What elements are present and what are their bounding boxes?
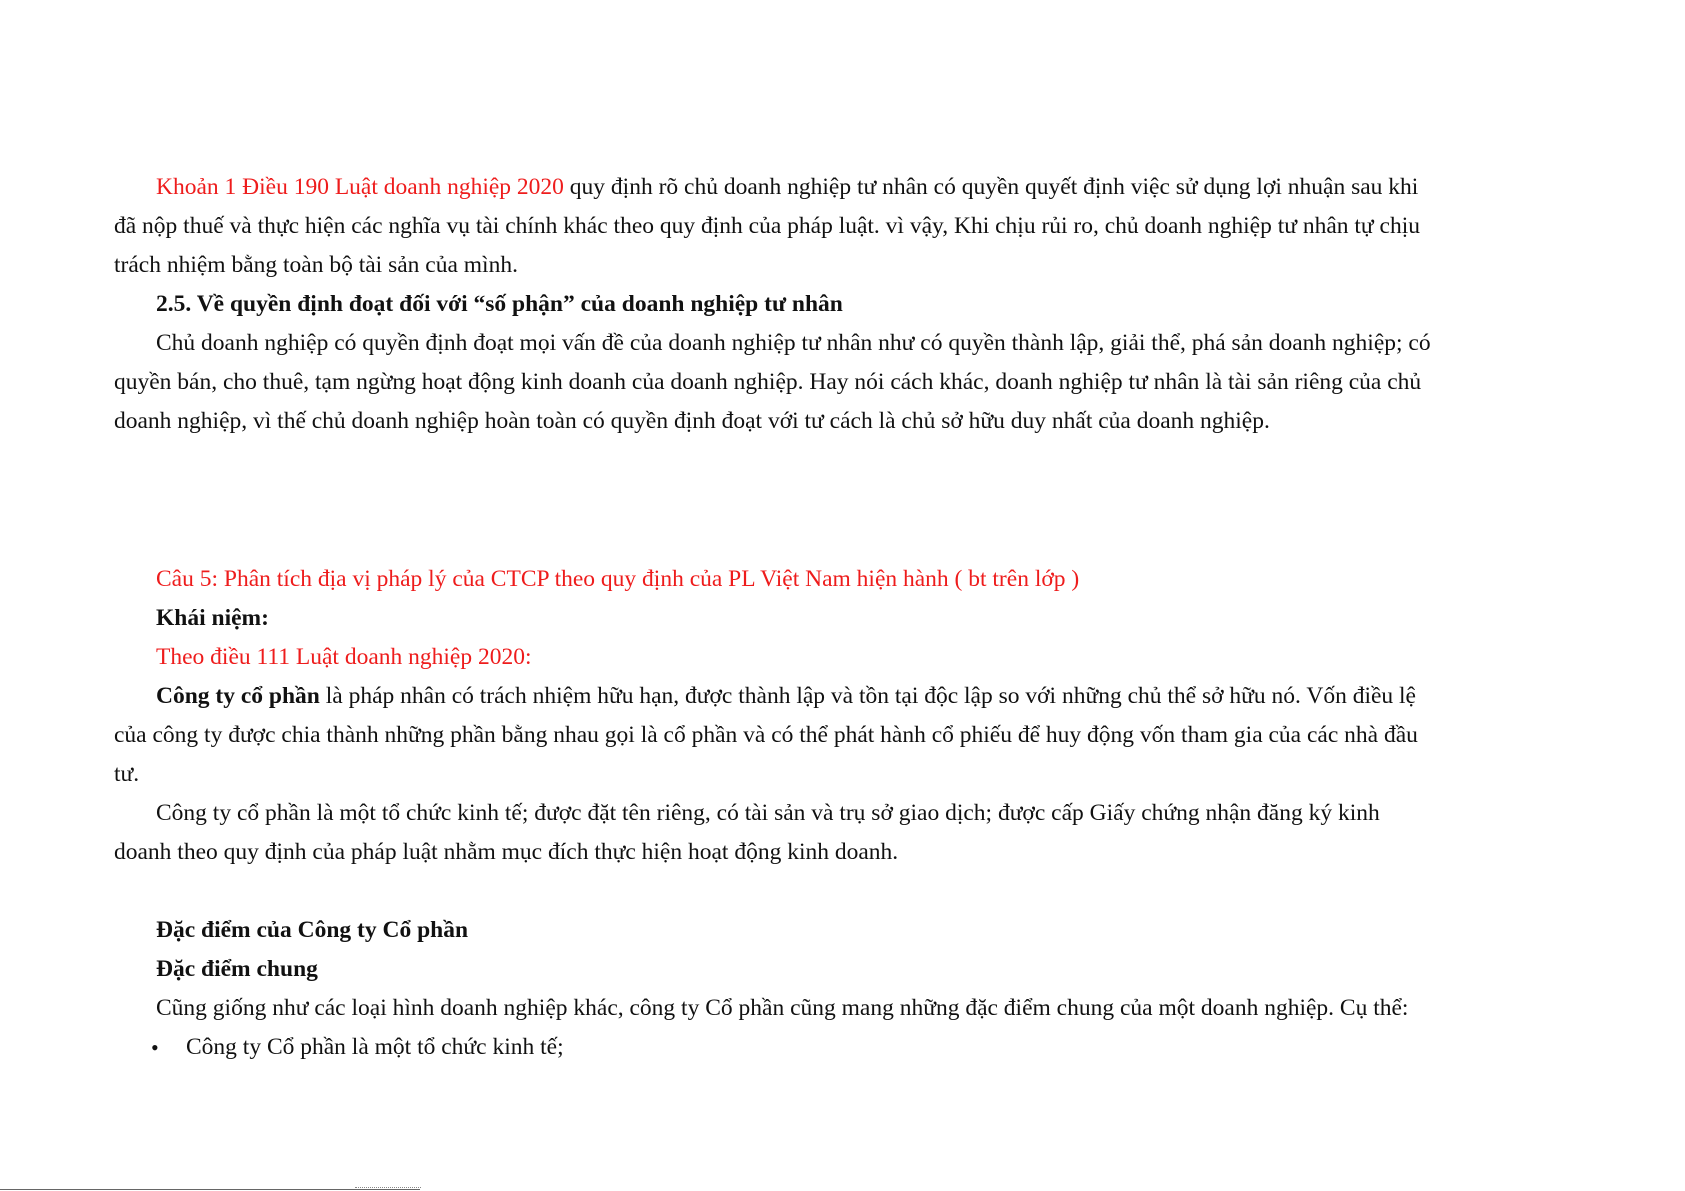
paragraph-line (156, 172, 1418, 202)
section-heading: Đặc điểm của Công ty Cổ phần (156, 917, 469, 943)
question-heading: Câu 5: Phân tích địa vị pháp lý của CTCP theo quy định của PL Việt Nam hiện hành ( bt trên lớp ) (156, 566, 1080, 592)
legal-reference: Theo điều 111 Luật doanh nghiệp 2020: (156, 644, 532, 670)
subheading: Đặc điểm chung (156, 956, 318, 982)
paragraph-line: của công ty được chia thành những phần bằng nhau gọi là cổ phần và có thể phát hành cổ phiếu để huy động vốn tham gia của các nhà đầu (114, 722, 1418, 748)
section-heading: 2.5. Về quyền định đoạt đối với “số phận” của doanh nghiệp tư nhân (156, 291, 843, 317)
paragraph-line: tư. (114, 761, 140, 787)
paragraph-line: Chủ doanh nghiệp có quyền định đoạt mọi vấn đề của doanh nghiệp tư nhân như có quyền thành lập, giải thể, phá sản doanh nghiệp; có (156, 330, 1431, 356)
paragraph-line: Công ty cổ phần là một tổ chức kinh tế; được đặt tên riêng, có tài sản và trụ sở giao dịch; được cấp Giấy chứng nhận đăng ký kinh (156, 800, 1380, 826)
legal-reference: Khoản 1 Điều 190 Luật doanh nghiệp 2020 (156, 174, 564, 200)
paragraph-line: doanh theo quy định của pháp luật nhằm mục đích thực hiện hoạt động kinh doanh. (114, 839, 899, 865)
paragraph-line (156, 681, 1416, 711)
paragraph-line: đã nộp thuế và thực hiện các nghĩa vụ tài chính khác theo quy định của pháp luật. vì vậy, Khi chịu rủi ro, chủ doanh nghiệp tư nhân tự chịu (114, 213, 1420, 239)
list-item: Công ty Cổ phần là một tổ chức kinh tế; (186, 1034, 564, 1060)
footnote-separator-dots (355, 1187, 421, 1190)
bullet-icon: • (151, 1035, 159, 1060)
paragraph-line: quyền bán, cho thuê, tạm ngừng hoạt động kinh doanh của doanh nghiệp. Hay nói cách khác, doanh nghiệp tư nhân là tài sản riêng của chủ (114, 369, 1422, 395)
paragraph-line: trách nhiệm bằng toàn bộ tài sản của mình. (114, 252, 518, 278)
paragraph-line: doanh nghiệp, vì thế chủ doanh nghiệp hoàn toàn có quyền định đoạt với tư cách là chủ sở hữu duy nhất của doanh nghiệp. (114, 408, 1270, 434)
bold-term: Công ty cổ phần (156, 683, 320, 709)
paragraph-line: Cũng giống như các loại hình doanh nghiệp khác, công ty Cổ phần cũng mang những đặc điểm chung của một doanh nghiệp. Cụ thể: (156, 995, 1409, 1021)
paragraph-text: quy định rõ chủ doanh nghiệp tư nhân có quyền quyết định việc sử dụng lợi nhuận sau khi (563, 174, 1419, 200)
subheading-concept: Khái niệm: (156, 605, 269, 631)
paragraph-text: là pháp nhân có trách nhiệm hữu hạn, được thành lập và tồn tại độc lập so với những chủ thể sở hữu nó. Vốn điều lệ (319, 683, 1416, 709)
